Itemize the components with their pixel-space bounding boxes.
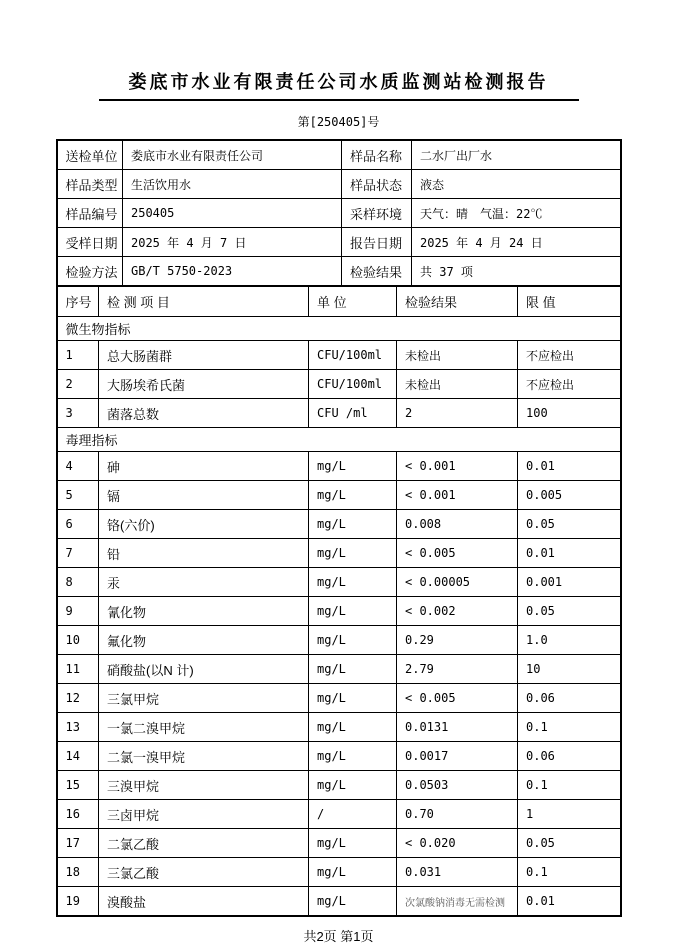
limit-cell: 0.01 xyxy=(518,887,621,917)
row-no-cell: 6 xyxy=(57,510,99,539)
limit-cell: 0.05 xyxy=(518,829,621,858)
row-no-cell: 18 xyxy=(57,858,99,887)
result-cell: 0.008 xyxy=(397,510,518,539)
info-value: 液态 xyxy=(412,170,621,199)
limit-cell: 1 xyxy=(518,800,621,829)
info-value: 生活饮用水 xyxy=(123,170,342,199)
unit-cell: mg/L xyxy=(309,655,397,684)
result-row xyxy=(57,370,621,399)
limit-cell: 1.0 xyxy=(518,626,621,655)
result-row xyxy=(57,481,621,510)
section-header-row xyxy=(57,428,621,452)
item-cell: 二氯乙酸 xyxy=(99,829,309,858)
row-no-cell: 1 xyxy=(57,341,99,370)
info-value: 天气：晴 气温：22℃ xyxy=(412,199,621,228)
item-cell: 总大肠菌群 xyxy=(99,341,309,370)
row-no-cell: 7 xyxy=(57,539,99,568)
unit-cell: mg/L xyxy=(309,713,397,742)
row-no-cell: 4 xyxy=(57,452,99,481)
result-cell: 未检出 xyxy=(397,370,518,399)
result-row xyxy=(57,399,621,428)
result-cell: < 0.002 xyxy=(397,597,518,626)
info-value: 2025 年 4 月 24 日 xyxy=(412,228,621,257)
unit-cell: mg/L xyxy=(309,539,397,568)
info-value: GB/T 5750-2023 xyxy=(123,257,342,287)
results-table-body xyxy=(57,286,621,916)
result-cell: < 0.005 xyxy=(397,684,518,713)
unit-cell: / xyxy=(309,800,397,829)
unit-cell: mg/L xyxy=(309,742,397,771)
unit-cell: mg/L xyxy=(309,510,397,539)
limit-cell: 0.06 xyxy=(518,742,621,771)
limit-cell: 10 xyxy=(518,655,621,684)
unit-cell: mg/L xyxy=(309,684,397,713)
info-value: 250405 xyxy=(123,199,342,228)
unit-cell: mg/L xyxy=(309,887,397,917)
result-row xyxy=(57,829,621,858)
results-table xyxy=(56,285,622,917)
info-label: 报告日期 xyxy=(342,228,412,257)
header-item: 检 测 项 目 xyxy=(99,286,309,317)
info-row xyxy=(57,140,621,170)
results-header-row xyxy=(57,286,621,317)
row-no-cell: 15 xyxy=(57,771,99,800)
result-cell: < 0.020 xyxy=(397,829,518,858)
info-table xyxy=(56,139,622,287)
limit-cell: 0.06 xyxy=(518,684,621,713)
info-value: 娄底市水业有限责任公司 xyxy=(123,140,342,170)
item-cell: 汞 xyxy=(99,568,309,597)
row-no-cell: 3 xyxy=(57,399,99,428)
unit-cell: CFU /ml xyxy=(309,399,397,428)
result-cell: 0.0017 xyxy=(397,742,518,771)
unit-cell: CFU/100ml xyxy=(309,370,397,399)
result-row xyxy=(57,452,621,481)
result-cell: < 0.005 xyxy=(397,539,518,568)
limit-cell: 0.1 xyxy=(518,713,621,742)
result-row xyxy=(57,539,621,568)
unit-cell: mg/L xyxy=(309,481,397,510)
page-footer: 共2页 第1页 xyxy=(303,929,374,944)
result-cell: < 0.001 xyxy=(397,452,518,481)
row-no-cell: 9 xyxy=(57,597,99,626)
row-no-cell: 8 xyxy=(57,568,99,597)
result-row xyxy=(57,742,621,771)
item-cell: 菌落总数 xyxy=(99,399,309,428)
result-cell: 2.79 xyxy=(397,655,518,684)
unit-cell: mg/L xyxy=(309,597,397,626)
info-label: 检验结果 xyxy=(342,257,412,287)
item-cell: 三氯甲烷 xyxy=(99,684,309,713)
result-row xyxy=(57,568,621,597)
title-underline xyxy=(99,99,579,101)
result-cell: 未检出 xyxy=(397,341,518,370)
limit-cell: 0.05 xyxy=(518,510,621,539)
info-value: 二水厂出厂水 xyxy=(412,140,621,170)
item-cell: 一氯二溴甲烷 xyxy=(99,713,309,742)
result-cell: 0.0131 xyxy=(397,713,518,742)
row-no-cell: 11 xyxy=(57,655,99,684)
unit-cell: mg/L xyxy=(309,829,397,858)
result-row xyxy=(57,800,621,829)
result-row xyxy=(57,510,621,539)
info-row xyxy=(57,170,621,199)
page-title: 娄底市水业有限责任公司水质监测站检测报告 xyxy=(128,72,549,92)
result-cell: 0.031 xyxy=(397,858,518,887)
section-name: 微生物指标 xyxy=(57,317,621,341)
result-cell: < 0.00005 xyxy=(397,568,518,597)
limit-cell: 不应检出 xyxy=(518,341,621,370)
result-row xyxy=(57,341,621,370)
item-cell: 氰化物 xyxy=(99,597,309,626)
item-cell: 铬(六价) xyxy=(99,510,309,539)
info-label: 样品类型 xyxy=(57,170,123,199)
item-cell: 三氯乙酸 xyxy=(99,858,309,887)
result-cell: 0.29 xyxy=(397,626,518,655)
info-label: 送检单位 xyxy=(57,140,123,170)
header-unit: 单 位 xyxy=(309,286,397,317)
limit-cell: 0.05 xyxy=(518,597,621,626)
row-no-cell: 12 xyxy=(57,684,99,713)
info-label: 采样环境 xyxy=(342,199,412,228)
limit-cell: 0.1 xyxy=(518,771,621,800)
section-header-row xyxy=(57,317,621,341)
info-row xyxy=(57,228,621,257)
item-cell: 镉 xyxy=(99,481,309,510)
item-cell: 三卤甲烷 xyxy=(99,800,309,829)
row-no-cell: 19 xyxy=(57,887,99,917)
result-cell: 0.70 xyxy=(397,800,518,829)
info-label: 样品名称 xyxy=(342,140,412,170)
unit-cell: mg/L xyxy=(309,452,397,481)
item-cell: 二氯一溴甲烷 xyxy=(99,742,309,771)
item-cell: 三溴甲烷 xyxy=(99,771,309,800)
result-cell: 次氯酸钠消毒无需检测 xyxy=(397,887,518,917)
info-label: 样品编号 xyxy=(57,199,123,228)
result-row xyxy=(57,597,621,626)
row-no-cell: 14 xyxy=(57,742,99,771)
result-row xyxy=(57,684,621,713)
result-row xyxy=(57,626,621,655)
result-row xyxy=(57,655,621,684)
result-row xyxy=(57,713,621,742)
result-row xyxy=(57,858,621,887)
limit-cell: 0.01 xyxy=(518,539,621,568)
row-no-cell: 17 xyxy=(57,829,99,858)
info-label: 受样日期 xyxy=(57,228,123,257)
result-cell: < 0.001 xyxy=(397,481,518,510)
unit-cell: CFU/100ml xyxy=(309,341,397,370)
limit-cell: 0.1 xyxy=(518,858,621,887)
info-label: 检验方法 xyxy=(57,257,123,287)
result-row xyxy=(57,771,621,800)
limit-cell: 0.005 xyxy=(518,481,621,510)
info-value: 2025 年 4 月 7 日 xyxy=(123,228,342,257)
limit-cell: 100 xyxy=(518,399,621,428)
info-row xyxy=(57,199,621,228)
limit-cell: 0.01 xyxy=(518,452,621,481)
info-value: 共 37 项 xyxy=(412,257,621,287)
row-no-cell: 10 xyxy=(57,626,99,655)
section-name: 毒理指标 xyxy=(57,428,621,452)
info-table-body xyxy=(57,140,621,286)
item-cell: 硝酸盐(以N 计) xyxy=(99,655,309,684)
header-no: 序号 xyxy=(57,286,99,317)
result-cell: 2 xyxy=(397,399,518,428)
item-cell: 砷 xyxy=(99,452,309,481)
row-no-cell: 5 xyxy=(57,481,99,510)
item-cell: 大肠埃希氏菌 xyxy=(99,370,309,399)
item-cell: 氟化物 xyxy=(99,626,309,655)
item-cell: 溴酸盐 xyxy=(99,887,309,917)
result-row xyxy=(57,887,621,917)
header-result: 检验结果 xyxy=(397,286,518,317)
unit-cell: mg/L xyxy=(309,858,397,887)
row-no-cell: 2 xyxy=(57,370,99,399)
unit-cell: mg/L xyxy=(309,626,397,655)
limit-cell: 不应检出 xyxy=(518,370,621,399)
report-number: 第[250405]号 xyxy=(297,115,380,129)
row-no-cell: 16 xyxy=(57,800,99,829)
result-cell: 0.0503 xyxy=(397,771,518,800)
info-label: 样品状态 xyxy=(342,170,412,199)
unit-cell: mg/L xyxy=(309,771,397,800)
info-row xyxy=(57,257,621,287)
row-no-cell: 13 xyxy=(57,713,99,742)
limit-cell: 0.001 xyxy=(518,568,621,597)
header-limit: 限 值 xyxy=(518,286,621,317)
item-cell: 铅 xyxy=(99,539,309,568)
unit-cell: mg/L xyxy=(309,568,397,597)
